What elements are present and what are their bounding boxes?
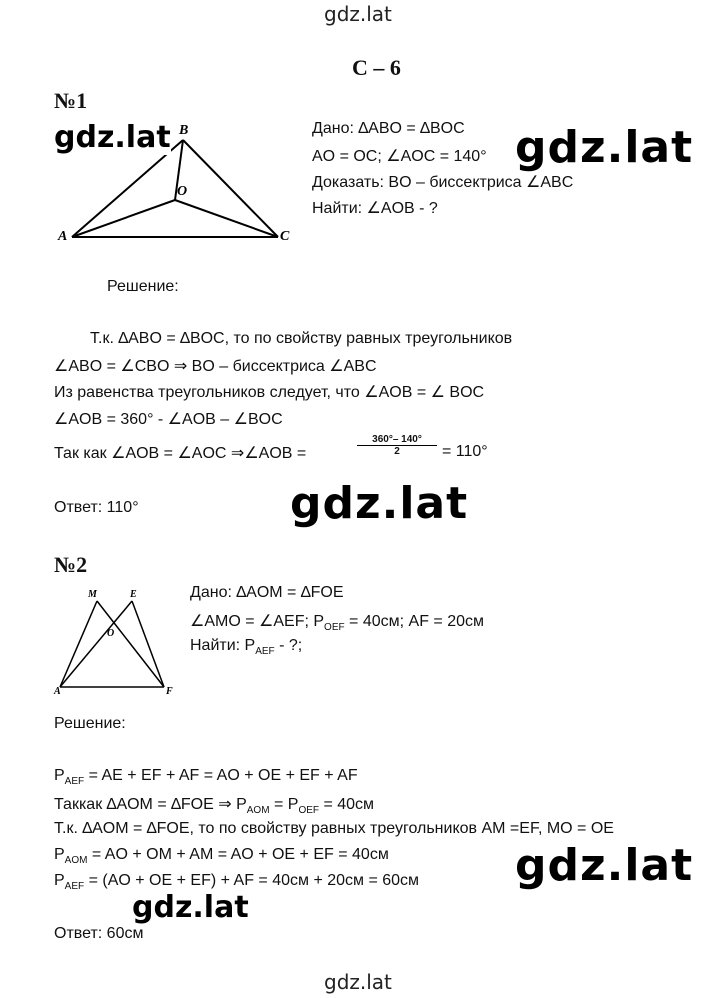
p1-line4: ∠AOB = 360° - ∠AOB – ∠BOC [54, 411, 283, 428]
label-o2: O [107, 628, 115, 639]
p1-given2: AO = OC; ∠AOC = 140° [312, 148, 487, 165]
label-c: C [280, 229, 290, 244]
label-e: E [130, 589, 137, 600]
figure-aomfoe [52, 588, 182, 698]
p2-find: Найти: $P_{AEF}$ - ?; [190, 637, 303, 658]
p1-answer: Ответ: 110° [54, 499, 139, 516]
p1-given1: Дано: ∆ABO = ∆BOC [312, 120, 465, 137]
p1-fraction-numerator: 360°– 140° [357, 434, 437, 446]
segment-mf [97, 601, 164, 687]
watermark-mid1: gdz.lat [54, 120, 171, 155]
watermark-top: gdz.lat [324, 2, 392, 26]
label-f: F [166, 686, 173, 697]
p1-line1: Т.к. ∆ABO = ∆BOC, то по свойству равных треугольников [90, 330, 513, 347]
segment-ao [72, 200, 175, 237]
p1-fraction-denominator: 2 [394, 446, 400, 457]
label-o: O [177, 184, 188, 199]
p2-line3: Т.к. ∆AOM = ∆FOE, то по свойству равных треугольников AM =EF, MO = OE [54, 820, 614, 837]
segment-ef [132, 601, 164, 687]
segment-ae [60, 601, 132, 687]
problem1-number: №1 [54, 88, 88, 113]
p1-solution-label: Решение: [107, 278, 179, 295]
p2-answer: Ответ: 60см [54, 925, 144, 942]
watermark-mid2: gdz.lat [132, 890, 249, 925]
p2-line2: Таккак ∆AOM = ∆FOE ⇒ $P_{AOM} = P_{OEF} = 40см$ [54, 796, 375, 817]
segment-bc [183, 140, 278, 237]
p2-given1: Дано: ∆AOM = ∆FOE [190, 584, 344, 601]
p1-line5-end: = 110° [442, 443, 488, 460]
problem2-number: №2 [54, 552, 88, 577]
p2-line1: $P_{AEF}$ = AE + EF + AF = AO + OE + EF + AF [54, 767, 358, 788]
label-a2: A [54, 686, 61, 697]
label-b: B [179, 123, 189, 138]
segment-am [60, 601, 97, 687]
watermark-big2: gdz.lat [290, 478, 469, 529]
p2-line5: $P_{AEF} = (AO$ + OE + EF) + AF = 40см + 20см = 60см [54, 872, 420, 893]
label-m: M [88, 589, 97, 600]
page-title: С – 6 [352, 55, 401, 80]
watermark-bottom: gdz.lat [324, 970, 392, 994]
p1-line5-start: Так как ∠AOB = ∠AOC ⇒∠AOB = [54, 445, 307, 462]
watermark-big3: gdz.lat [515, 840, 694, 891]
p1-find: Найти: ∠AOB - ? [312, 200, 438, 217]
p1-fraction [357, 434, 437, 457]
p2-solution-label: Решение: [54, 715, 126, 732]
p1-prove: Доказать: BO – биссектриса ∠ABC [312, 174, 574, 191]
p1-line3: Из равенства треугольников следует, что ∠AOB = ∠ BOC [54, 384, 485, 401]
p1-line2: ∠ABO = ∠CBO ⇒ BO – биссектриса ∠ABC [54, 358, 377, 375]
p2-line4: $P_{AOM}$ = AO + OM + AM = AO + OE + EF = 40см [54, 846, 389, 867]
p2-given2: ∠AMO = ∠AEF; $P_{OEF} = 40см$; AF = 20см [190, 613, 485, 634]
segment-oc [175, 200, 278, 237]
watermark-big1: gdz.lat [515, 122, 694, 173]
label-a: A [58, 229, 68, 244]
